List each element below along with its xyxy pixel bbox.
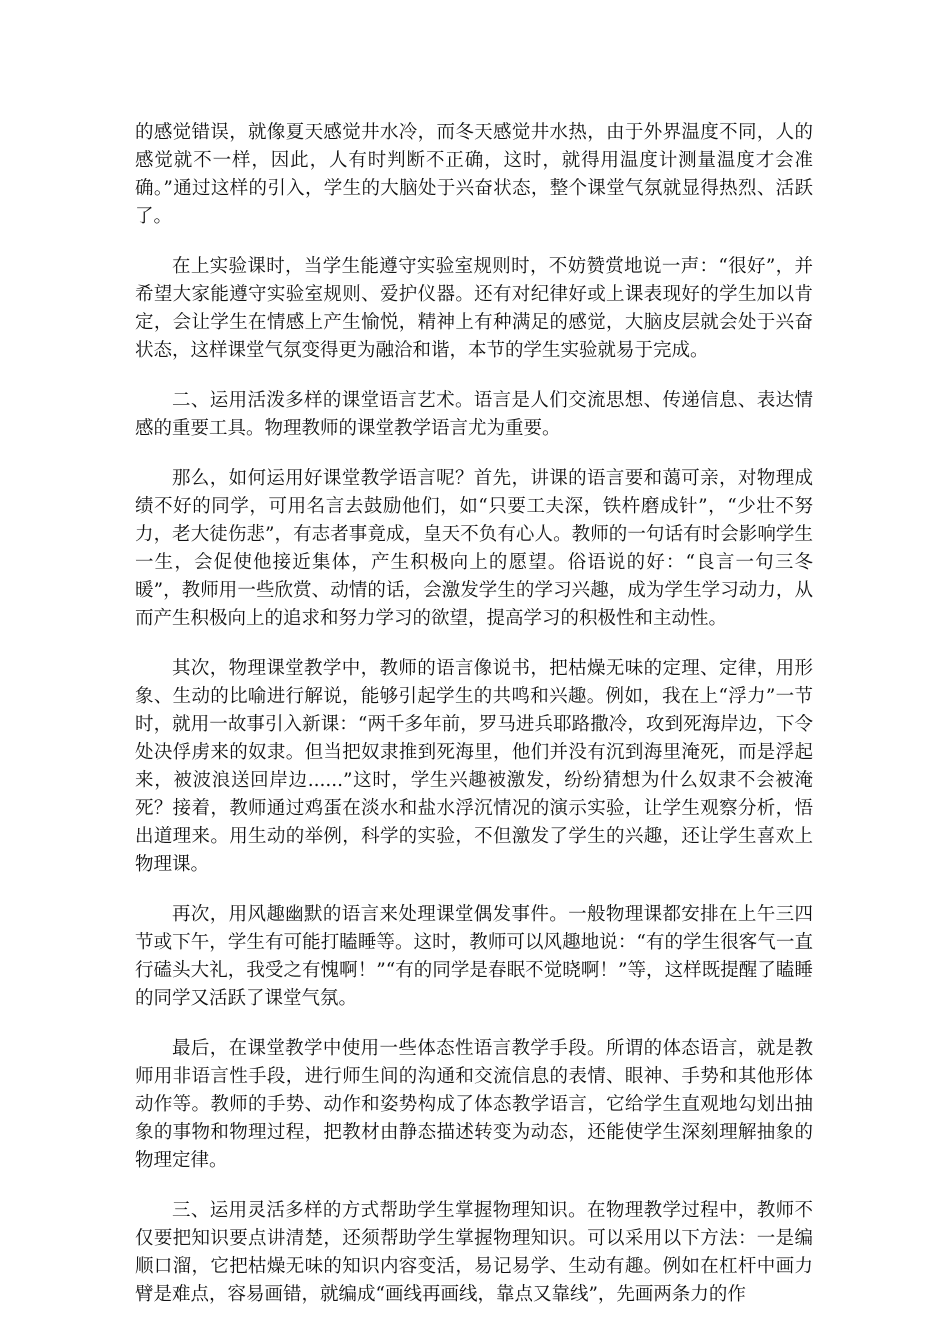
- document-body: [135, 119, 813, 1331]
- section-heading-two: 二、运用活泼多样的课堂语言艺术。语言是人们交流思想、传递信息、表达情感的重要工具。物理教师的课堂教学语言尤为重要。: [135, 390, 813, 439]
- section-heading-three: 三、运用灵活多样的方式帮助学生掌握物理知识。在物理教学过程中，教师不仅要把知识要点讲清楚，还须帮助学生掌握物理知识。可以采用以下方法：一是编顺口溜，它把枯燥无味的知识内容变活，易记易学、生动有趣。例如在杠杆中画力臂是难点，容易画错，就编成“画线再画线，靠点又靠线”，先画两条力的作: [135, 1200, 813, 1305]
- paragraph-humor: 再次，用风趣幽默的语言来处理课堂偶发事件。一般物理课都安排在上午三四节或下午，学生有可能打瞌睡等。这时，教师可以风趣地说：“有的学生很客气一直行磕头大礼，我受之有愧啊！”“有的同学是春眠不觉晓啊！”等，这样既提醒了瞌睡的同学又活跃了课堂气氛。: [135, 904, 813, 1009]
- paragraph-body-language: 最后，在课堂教学中使用一些体态性语言教学手段。所谓的体态语言，就是教师用非语言性手段，进行师生间的沟通和交流信息的表情、眼神、手势和其他形体动作等。教师的手势、动作和姿势构成了体态教学语言，它给学生直观地勾划出抽象的事物和物理过程，把教材由静态描述转变为动态，还能使学生深刻理解抽象的物理定律。: [135, 1038, 813, 1171]
- paragraph-lab-class: 在上实验课时，当学生能遵守实验室规则时，不妨赞赏地说一声：“很好”，并希望大家能遵守实验室规则、爱护仪器。还有对纪律好或上课表现好的学生加以肯定，会让学生在情感上产生愉悦，精神上有种满足的感觉，大脑皮层就会处于兴奋状态，这样课堂气氛变得更为融洽和谐，本节的学生实验就易于完成。: [135, 256, 813, 361]
- paragraph-continuation: 的感觉错误，就像夏天感觉井水冷，而冬天感觉井水热，由于外界温度不同，人的感觉就不一样，因此，人有时判断不正确，这时，就得用温度计测量温度才会准确。”通过这样的引入，学生的大脑处于兴奋状态，整个课堂气氛就显得热烈、活跃了。: [135, 122, 813, 227]
- paragraph-teaching-language: 那么，如何运用好课堂教学语言呢？首先，讲课的语言要和蔼可亲，对物理成绩不好的同学，可用名言去鼓励他们，如“只要工夫深，铁杵磨成针”，“少壮不努力，老大徒伤悲”，有志者事竟成，皇天不负有心人。教师的一句话有时会影响学生一生，会促使他接近集体，产生积极向上的愿望。俗语说的好：“良言一句三冬暖”，教师用一些欣赏、动情的话，会激发学生的学习兴趣，成为学生学习动力，从而产生积极向上的追求和努力学习的欲望，提高学习的积极性和主动性。: [135, 468, 813, 629]
- paragraph-storytelling: 其次，物理课堂教学中，教师的语言像说书，把枯燥无味的定理、定律，用形象、生动的比喻进行解说，能够引起学生的共鸣和兴趣。例如，我在上“浮力”一节时，就用一故事引入新课：“两千多年前，罗马进兵耶路撒冷，攻到死海岸边，下令处决俘虏来的奴隶。但当把奴隶推到死海里，他们并没有沉到海里淹死，而是浮起来，被波浪送回岸边......”这时，学生兴趣被激发，纷纷猜想为什么奴隶不会被淹死？接着，教师通过鸡蛋在淡水和盐水浮沉情况的演示实验，让学生观察分析，悟出道理来。用生动的举例，科学的实验，不但激发了学生的兴趣，还让学生喜欢上物理课。: [135, 658, 813, 875]
